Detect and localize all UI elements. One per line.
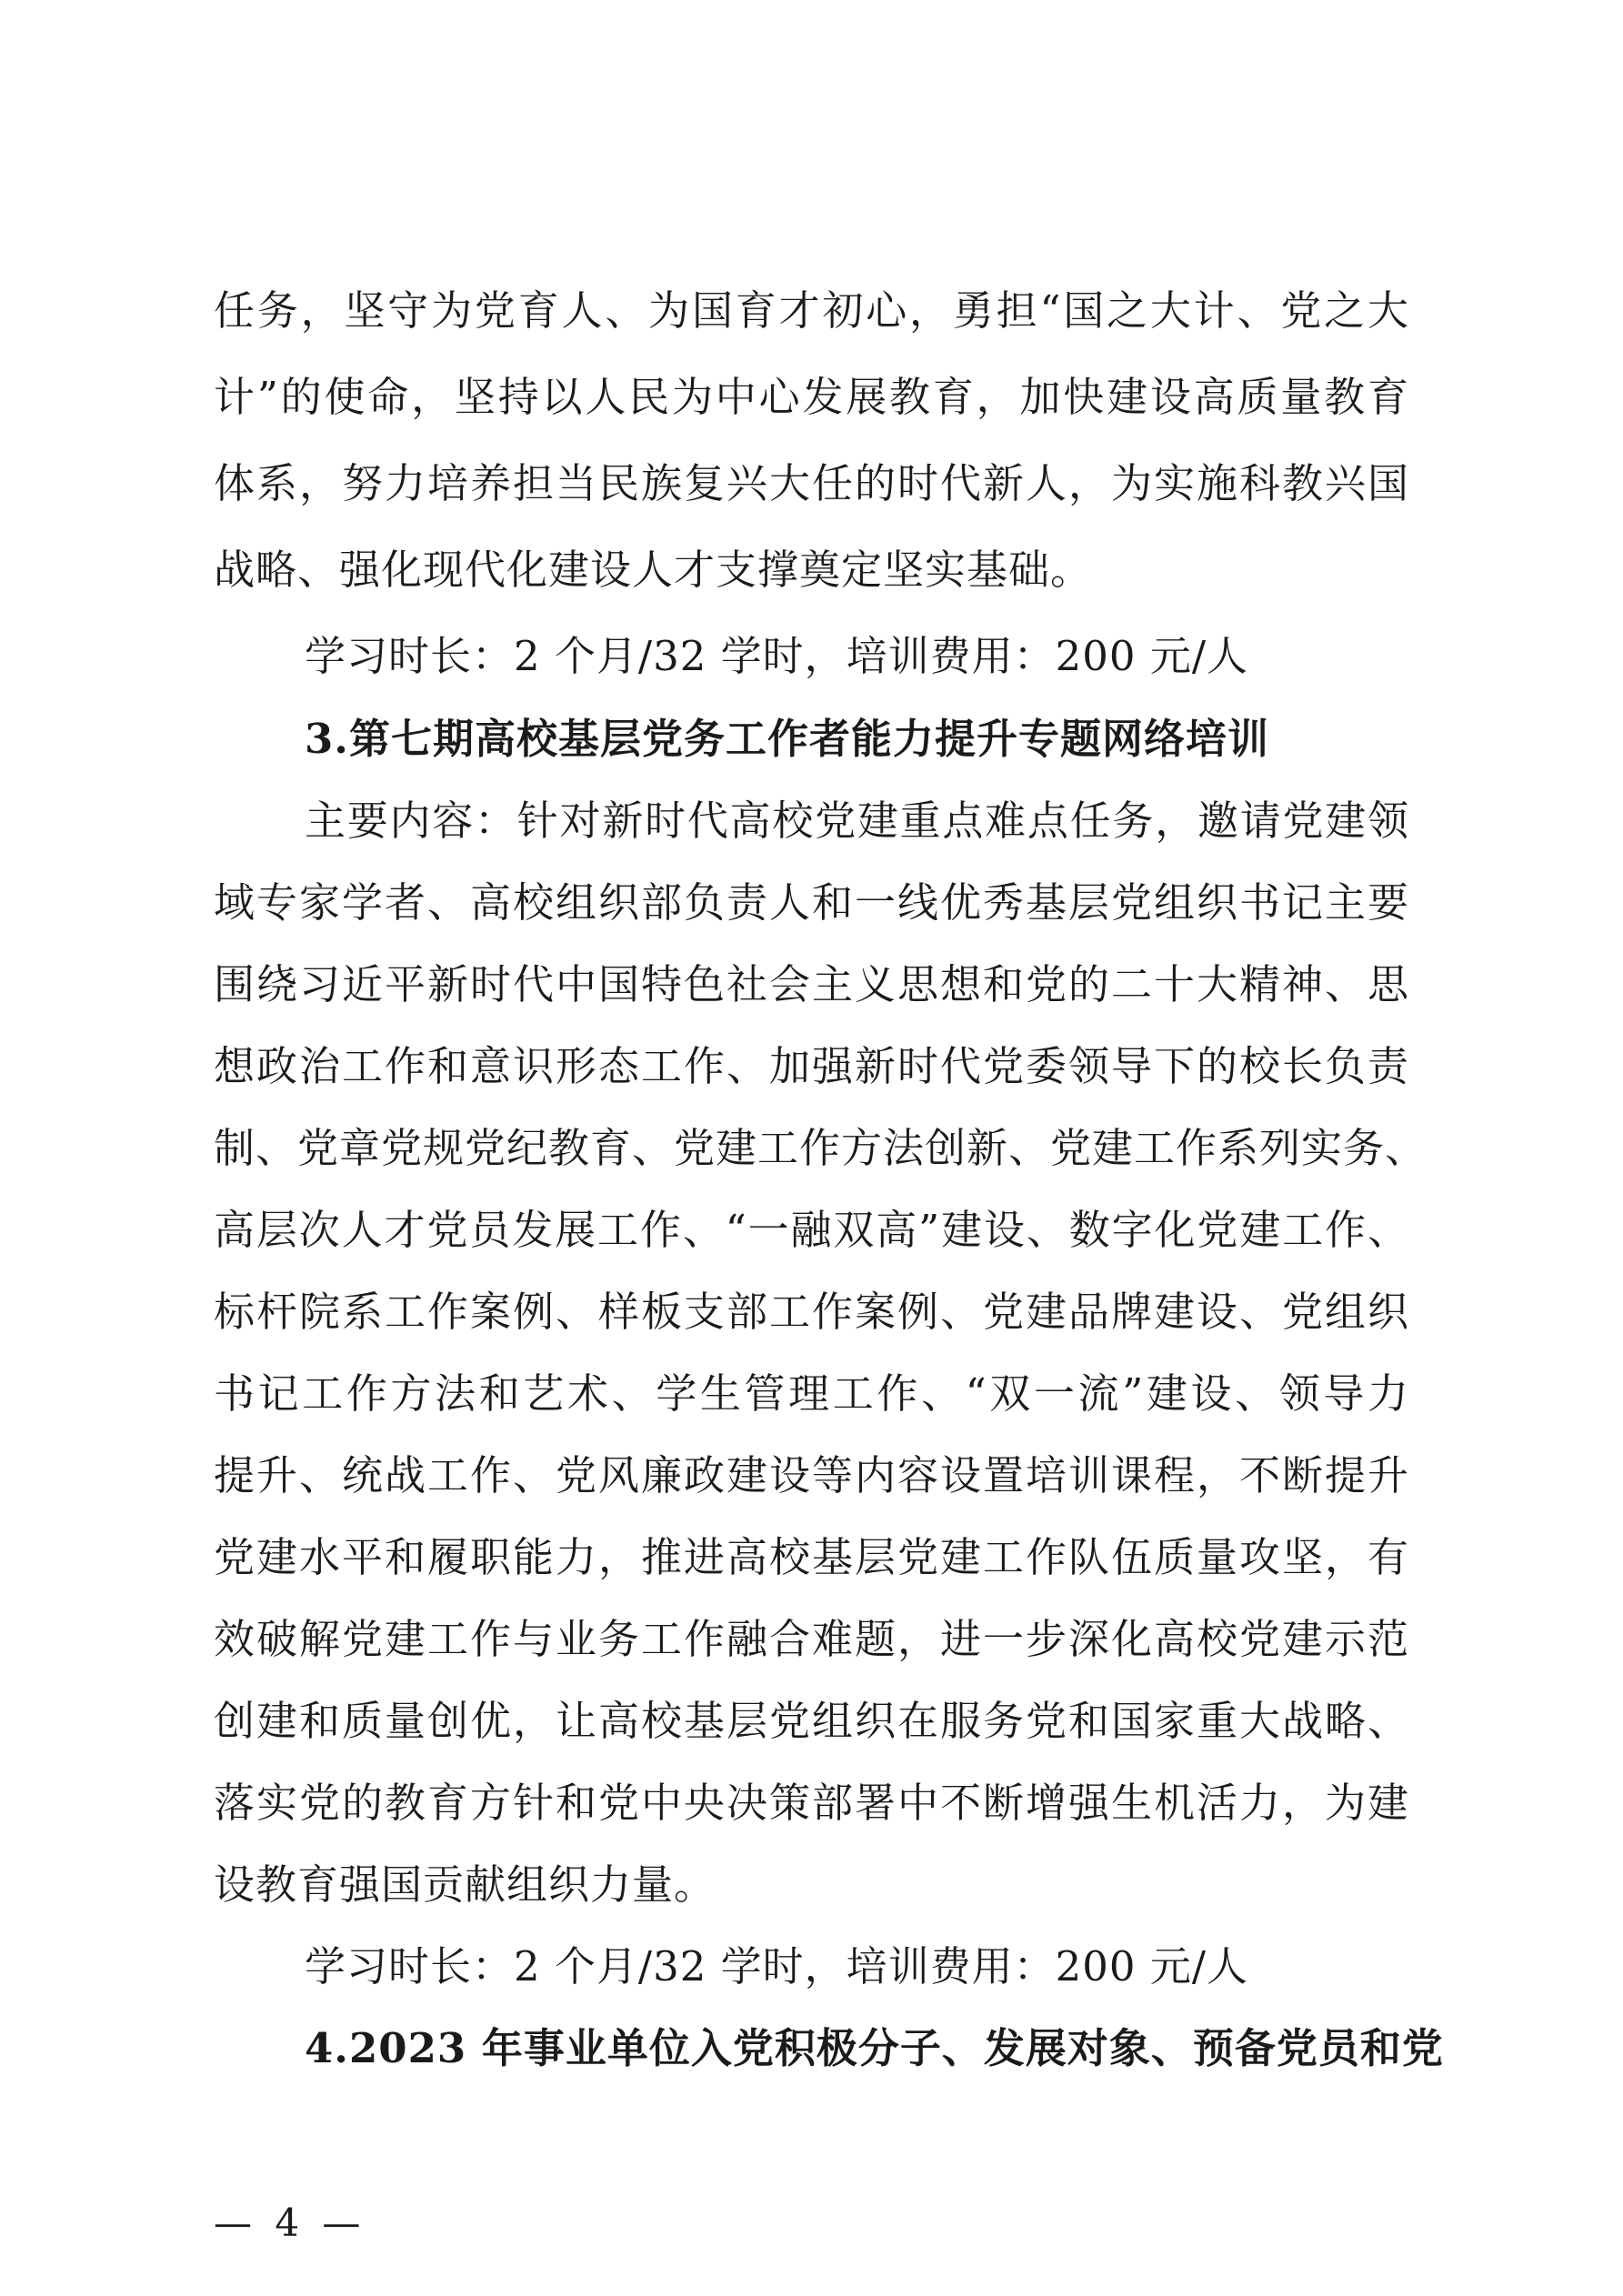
page-number: — 4 — [214,2201,366,2245]
body-text-line: 制、党章党规党纪教育、党建工作方法创新、党建工作系列实务、 [214,1124,1428,1172]
body-text-line: 想政治工作和意识形态工作、加强新时代党委领导下的校长负责 [214,1042,1409,1090]
body-text-line: 创建和质量创优，让高校基层党组织在服务党和国家重大战略、 [214,1697,1409,1745]
body-text-line: 提升、统战工作、党风廉政建设等内容设置培训课程，不断提升 [214,1451,1409,1499]
body-text-line: 域专家学者、高校组织部负责人和一线优秀基层党组织书记主要 [214,878,1409,927]
section-heading: 4.2023 年事业单位入党积极分子、发展对象、预备党员和党 [305,2024,1444,2072]
study-duration-fee-line: 学习时长：2 个月/32 学时，培训费用：200 元/人 [305,1942,1249,1990]
body-text-line: 战略、强化现代化建设人才支撑奠定坚实基础。 [214,546,1093,594]
body-text-line: 效破解党建工作与业务工作融合难题，进一步深化高校党建示范 [214,1615,1409,1663]
body-text-line: 书记工作方法和艺术、学生管理工作、“双一流”建设、领导力 [214,1369,1409,1418]
body-text-line: 任务，坚守为党育人、为国育才初心，勇担“国之大计、党之大 [214,286,1409,335]
body-text-line: 主要内容：针对新时代高校党建重点难点任务，邀请党建领 [305,797,1409,845]
study-duration-fee-line: 学习时长：2 个月/32 学时，培训费用：200 元/人 [305,632,1249,680]
body-text-line: 体系，努力培养担当民族复兴大任的时代新人，为实施科教兴国 [214,459,1409,507]
body-text-line: 落实党的教育方针和党中央决策部署中不断增强生机活力，为建 [214,1779,1409,1827]
section-heading: 3.第七期高校基层党务工作者能力提升专题网络培训 [305,715,1269,763]
body-text-line: 标杆院系工作案例、样板支部工作案例、党建品牌建设、党组织 [214,1288,1409,1336]
body-text-line: 计”的使命，坚持以人民为中心发展教育，加快建设高质量教育 [214,373,1409,421]
body-text-line: 设教育强国贡献组织力量。 [214,1860,716,1909]
body-text-line: 党建水平和履职能力，推进高校基层党建工作队伍质量攻坚，有 [214,1533,1409,1581]
body-text-line: 围绕习近平新时代中国特色社会主义思想和党的二十大精神、思 [214,960,1409,1008]
body-text-line: 高层次人才党员发展工作、“一融双高”建设、数字化党建工作、 [214,1206,1409,1254]
